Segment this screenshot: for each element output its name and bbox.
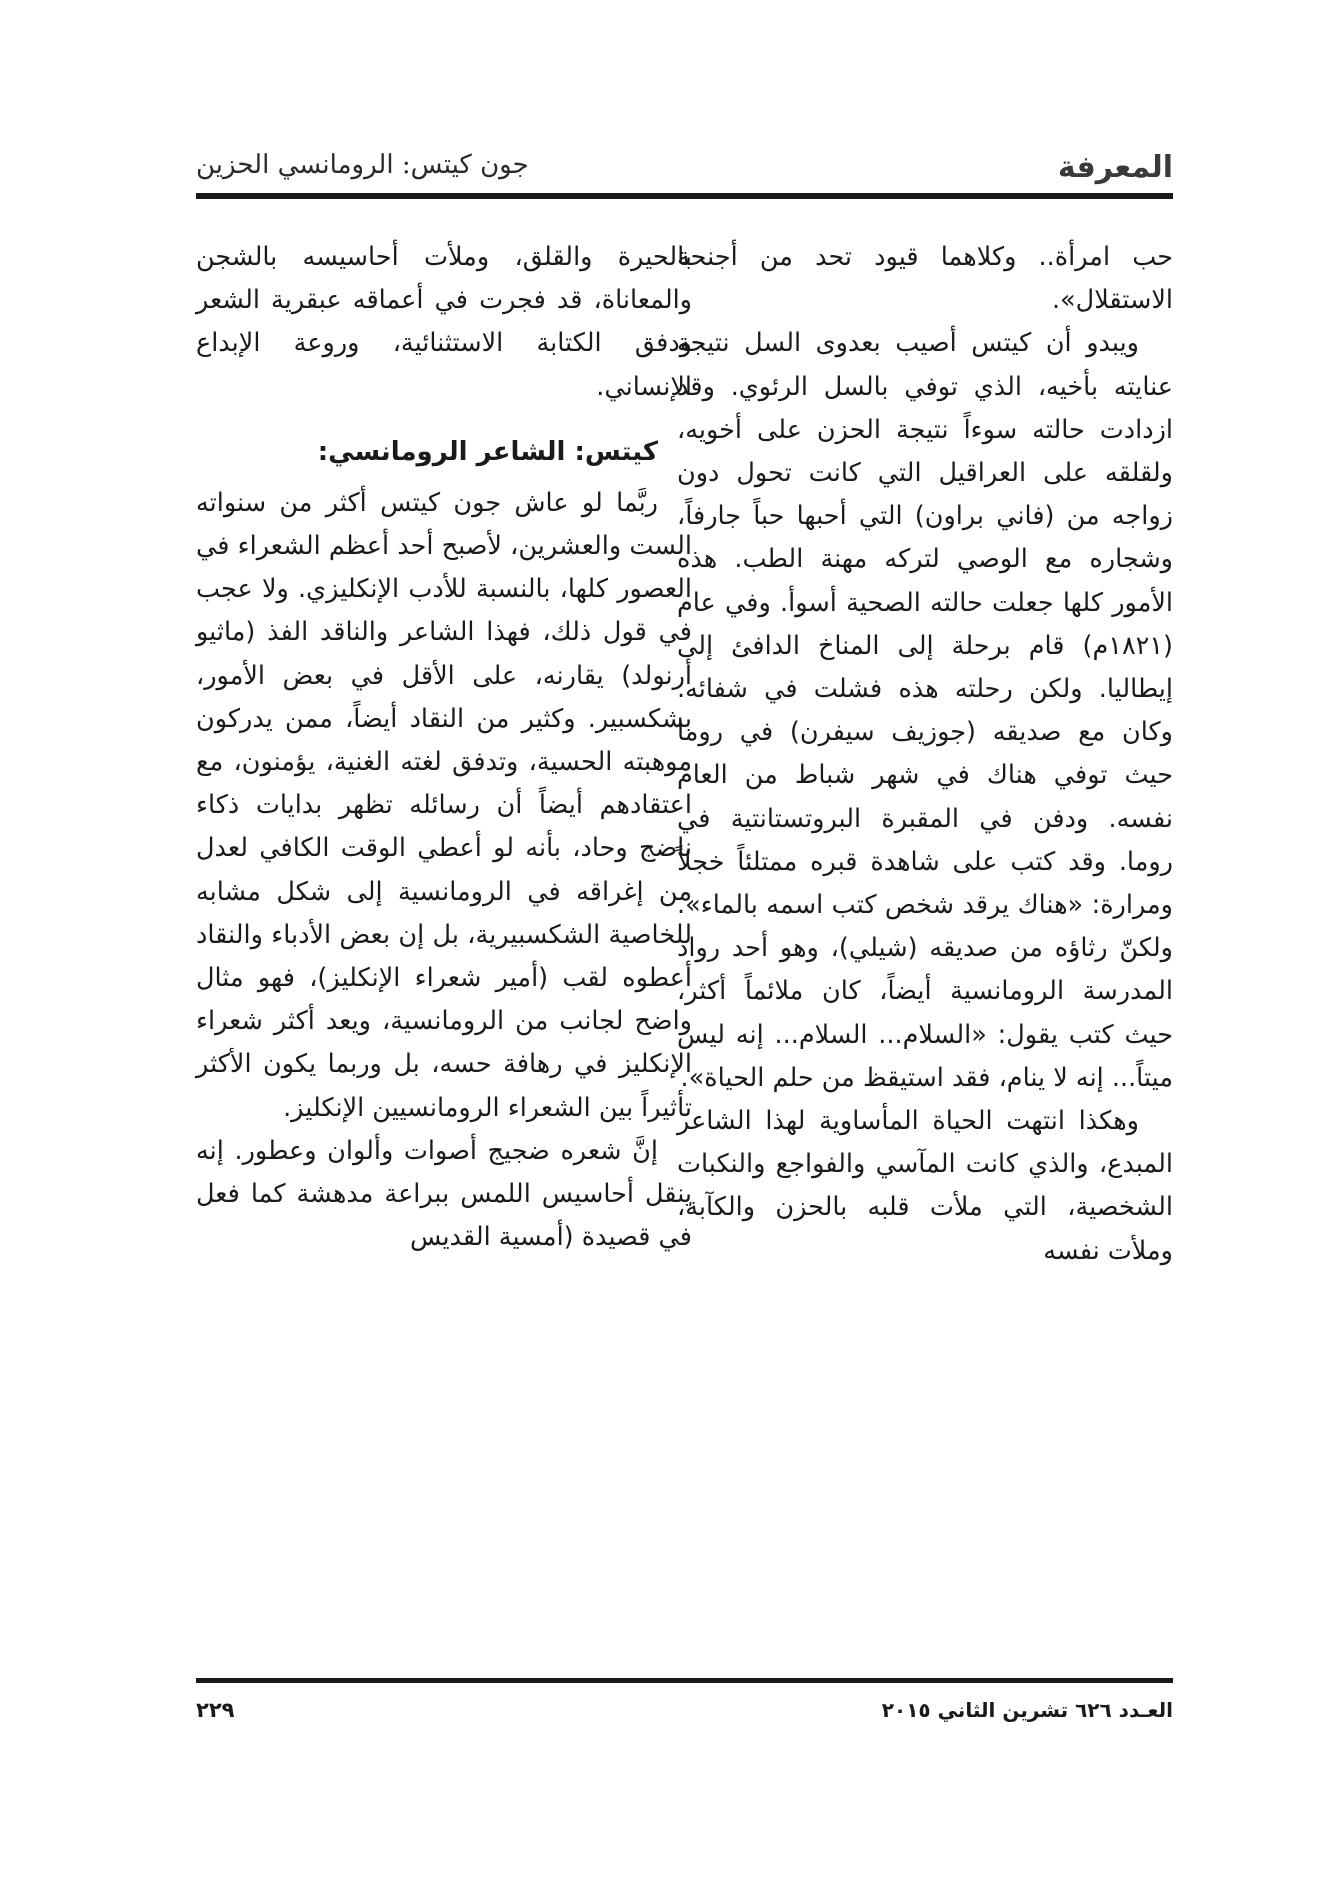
- right-column: [677, 236, 1173, 1273]
- header-rule: [196, 193, 1173, 199]
- paragraph: وهكذا انتهت الحياة المأساوية لهذا الشاعر المبدع، والذي كانت المآسي والفواجع والنكبات الشخصية، التي ملأت قلبه بالحزن والكآبة، وملأت نفسه: [677, 1106, 1173, 1266]
- running-title: جون كيتس: الرومانسي الحزين: [196, 150, 529, 180]
- footer-rule: [196, 1678, 1173, 1683]
- paragraph: إنَّ شعره ضجيج أصوات وألوان وعطور. إنه ينقل أحاسيس اللمس ببراعة مدهشة كما فعل في قصيدة (أمسية القديس: [196, 1135, 692, 1253]
- issue-info: العـدد ٦٢٦ تشرين الثاني ٢٠١٥: [881, 1698, 1173, 1722]
- page-header: [196, 146, 1173, 190]
- paragraph: حب امرأة.. وكلاهما قيود تحد من أجنحة الاستقلال».: [677, 242, 1173, 316]
- page-number: ٢٢٩: [196, 1698, 235, 1722]
- left-column: [196, 236, 692, 1259]
- magazine-logo: المعرفة: [1057, 150, 1173, 185]
- paragraph: ويبدو أن كيتس أصيب بعدوى السل نتيجة عنايته بأخيه، الذي توفي بالسل الرئوي. وقد ازدادت حالته سوءاً نتيجة الحزن على أخويه، ولقلقه على العراقيل التي كانت تحول دون زواجه من (فاني براون) التي أحبها حباً جارفاً، وشجاره مع الوصي لتركه مهنة الطب. هذه الأمور كلها جعلت حالته الصحية أسوأ. وفي عام (١٨٢١م) قام برحلة إلى المناخ الدافئ إلى إيطاليا. ولكن رحلته هذه فشلت في شفائه. وكان مع صديقه (جوزيف سيفرن) في روما حيث توفي هناك في شهر شباط من العام نفسه. ودفن في المقبرة البروتستانتية في روما. وقد كتب على شاهدة قبره ممتلئاً خجلاً ومرارة: «هناك يرقد شخص كتب اسمه بالماء». ولكنّ رثاؤه من صديقه (شيلي)، وهو أحد رواد المدرسة الرومانسية أيضاً، كان ملائماً أكثر، حيث كتب يقول: «السلام... السلام... إنه ليس ميتاً... إنه لا ينام، فقد استيقظ من حلم الحياة».: [677, 328, 1173, 1093]
- paragraph: بالحيرة والقلق، وملأت أحاسيسه بالشجن والمعاناة، قد فجرت في أعماقه عبقرية الشعر ودفق الكتابة الاستثنائية، وروعة الإبداع الإنساني.: [196, 242, 692, 402]
- section-heading: كيتس: الشاعر الرومانسي:: [317, 436, 658, 467]
- paragraph: ربَّما لو عاش جون كيتس أكثر من سنواته الست والعشرين، لأصبح أحد أعظم الشعراء في العصور كلها، بالنسبة للأدب الإنكليزي. ولا عجب في قول ذلك، فهذا الشاعر والناقد الفذ (ماثيو أرنولد) يقارنه، على الأقل في بعض الأمور، بشكسبير. وكثير من النقاد أيضاً، ممن يدركون موهبته الحسية، وتدفق لغته الغنية، يؤمنون، مع اعتقادهم أيضاً أن رسائله تظهر بدايات ذكاء ناضج وحاد، بأنه لو أعطي الوقت الكافي لعدل من إغراقه في الرومانسية إلى شكل مشابه للخاصية الشكسبيرية، بل إن بعض الأدباء والنقاد أعطوه لقب (أمير شعراء الإنكليز)، فهو مثال واضح لجانب من الرومانسية، ويعد أكثر شعراء الإنكليز في رهافة حسه، بل وربما يكون الأكثر تأثيراً بين الشعراء الرومانسيين الإنكليز.: [196, 487, 692, 1123]
